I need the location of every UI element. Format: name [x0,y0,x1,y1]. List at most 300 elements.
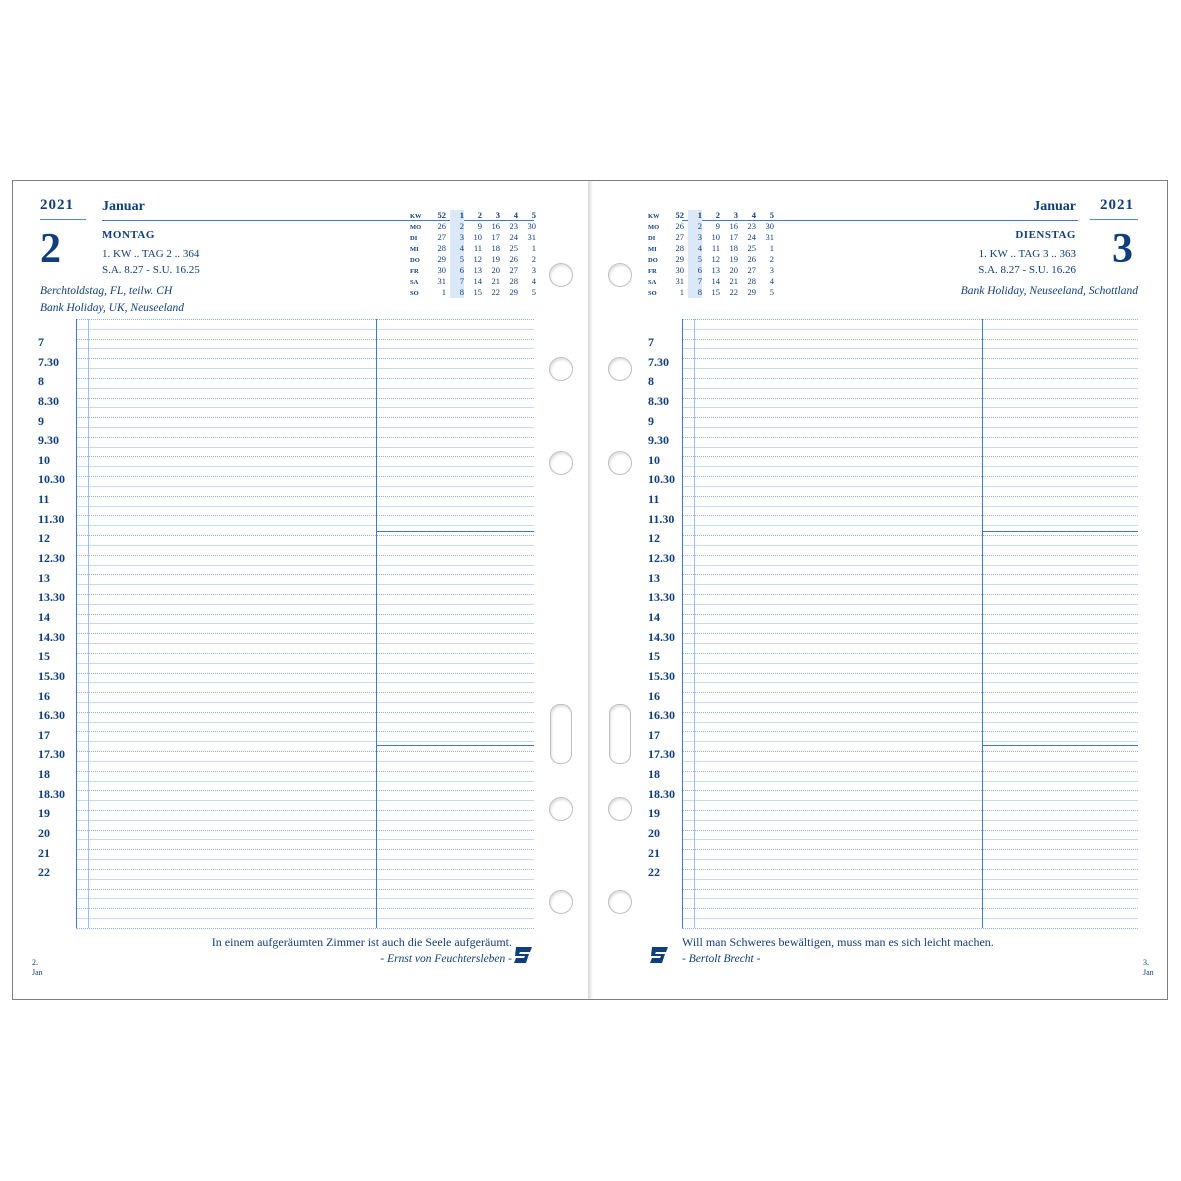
weekday-label: MI [410,246,419,253]
weekday-label: FR [410,268,419,275]
schedule-rule [76,908,534,909]
calendar-day: 14 [711,276,720,286]
calendar-day: 2 [531,254,536,264]
schedule-rule [682,437,1138,438]
schedule-rule [682,388,1138,389]
left-page [12,180,602,1000]
schedule-rule [682,447,1138,448]
schedule-rule [76,319,534,320]
calendar-day: 30 [437,265,446,275]
week-number: 1 [459,210,464,220]
time-label: 19 [38,806,50,821]
schedule-rule [76,525,534,526]
schedule-rule [76,358,534,359]
schedule-rule [76,407,534,408]
mini-calendar [410,210,534,300]
calendar-day: 16 [729,221,738,231]
schedule-rule [682,604,1138,605]
schedule-rule [682,555,1138,556]
time-label: 11 [38,492,50,507]
schedule-rule [76,820,534,821]
year: 2021 [40,197,74,213]
calendar-day: 28 [675,243,684,253]
calendar-day: 17 [729,232,738,242]
schedule-rule [76,653,534,654]
schedule-rule [682,368,1138,369]
schedule-rule [682,378,1138,379]
calendar-day: 22 [491,287,500,297]
schedule-rule [76,692,534,693]
calendar-day: 3 [697,232,702,242]
schedule-rule [76,849,534,850]
brand-logo-icon [648,945,670,965]
brand-logo-icon [512,945,534,965]
time-label: 8 [648,374,654,389]
binder-hole [608,357,632,381]
schedule-rule [682,722,1138,723]
schedule-rule [682,663,1138,664]
calendar-day: 23 [747,221,756,231]
calendar-day: 8 [459,287,464,297]
schedule-rule [76,682,534,683]
schedule-rule [682,545,1138,546]
calendar-day: 31 [437,276,446,286]
column-section-line [376,531,534,532]
schedule-rule [682,653,1138,654]
schedule-rule [682,879,1138,880]
calendar-day: 18 [729,243,738,253]
weekday-label: MO [410,224,422,231]
schedule-rule [76,535,534,536]
schedule-rule [682,849,1138,850]
calendar-day: 3 [769,265,774,275]
schedule-rule [76,722,534,723]
calendar-day: 15 [711,287,720,297]
day-number: 3 [1112,226,1133,272]
week-label: KW [410,213,422,220]
binder-hole [608,797,632,821]
time-label: 9.30 [648,433,669,448]
calendar-day: 17 [491,232,500,242]
calendar-day: 13 [711,265,720,275]
weekday-label: SA [410,279,419,286]
grid-margin-line [88,319,89,928]
calendar-day: 6 [697,265,702,275]
time-label: 18.30 [648,786,675,801]
calendar-day: 29 [675,254,684,264]
calendar-day: 2 [459,221,464,231]
calendar-day: 7 [459,276,464,286]
calendar-day: 13 [473,265,482,275]
schedule-rule [76,810,534,811]
time-label: 21 [38,845,50,860]
calendar-day: 27 [437,232,446,242]
time-label: 12.30 [648,551,675,566]
schedule-rule [682,329,1138,330]
time-label: 12.30 [38,551,65,566]
schedule-rule [76,378,534,379]
schedule-rule [682,751,1138,752]
time-label: 18.30 [38,786,65,801]
time-label: 16.30 [648,708,675,723]
time-label: 17.30 [38,747,65,762]
week-number: 5 [531,210,536,220]
quote-text: Will man Schweres bewältigen, muss man es sich leicht machen. [682,935,994,949]
time-label: 13.30 [38,590,65,605]
weekday-label: DI [648,235,656,242]
week-number: 3 [495,210,500,220]
schedule-rule [682,898,1138,899]
footer-month: Jan [1143,968,1154,977]
time-label: 11.30 [38,511,65,526]
time-label: 12 [648,531,660,546]
schedule-rule [76,879,534,880]
schedule-rule [682,771,1138,772]
schedule-rule [76,781,534,782]
time-label: 15 [648,649,660,664]
schedule-rule [682,702,1138,703]
schedule-rule [682,731,1138,732]
calendar-day: 19 [491,254,500,264]
schedule-rule [76,771,534,772]
schedule-rule [682,476,1138,477]
week-number: 4 [751,210,756,220]
grid-margin-line [694,319,695,928]
schedule-rule [682,761,1138,762]
calendar-day: 9 [715,221,720,231]
time-label: 18 [648,767,660,782]
weekday-label: DI [410,235,418,242]
schedule-rule [76,545,534,546]
schedule-rule [682,525,1138,526]
schedule-rule [682,584,1138,585]
schedule-rule [682,908,1138,909]
time-label: 8.30 [38,393,59,408]
schedule-rule [76,427,534,428]
schedule-rule [682,506,1138,507]
schedule-rule [76,604,534,605]
calendar-day: 2 [769,254,774,264]
schedule-rule [76,790,534,791]
calendar-day: 11 [711,243,720,253]
time-label: 8.30 [648,393,669,408]
calendar-day: 30 [675,265,684,275]
schedule-rule [76,889,534,890]
schedule-rule [76,565,534,566]
time-label: 7 [38,335,44,349]
calendar-day: 23 [509,221,518,231]
schedule-rule [682,427,1138,428]
schedule-rule [76,623,534,624]
footer-month: Jan [32,968,43,977]
calendar-day: 29 [437,254,446,264]
schedule-rule [76,643,534,644]
schedule-rule [76,329,534,330]
schedule-rule [76,869,534,870]
week-number: 1 [697,210,702,220]
schedule-rule [76,447,534,448]
schedule-rule [682,633,1138,634]
schedule-rule [76,839,534,840]
schedule-rule [76,859,534,860]
schedule-rule [682,515,1138,516]
schedule-rule [76,456,534,457]
calendar-day: 19 [729,254,738,264]
weekday-label: DO [410,257,420,264]
time-label: 10 [648,452,660,467]
schedule-rule [76,633,534,634]
schedule-rule [76,584,534,585]
week-info: 1. KW .. TAG 2 .. 364 [102,248,200,260]
week-number: 52 [437,210,446,220]
schedule-rule [682,889,1138,890]
weekday-label: SO [648,290,657,297]
calendar-day: 8 [697,287,702,297]
year-underline [1090,219,1138,220]
schedule-rule [76,800,534,801]
time-label: 10.30 [38,472,65,487]
column-section-line [376,745,534,746]
calendar-day: 9 [477,221,482,231]
schedule-rule [682,407,1138,408]
time-label: 10.30 [648,472,675,487]
time-label: 7.30 [38,354,59,369]
quote-author: - Bertolt Brecht - [682,953,761,965]
time-label: 14 [648,609,660,624]
schedule-rule [682,565,1138,566]
schedule-rule [682,741,1138,742]
day-number: 2 [40,226,61,272]
sun-info: S.A. 8.27 - S.U. 16.25 [102,264,200,276]
calendar-day: 10 [473,232,482,242]
calendar-day: 31 [527,232,536,242]
calendar-day: 28 [747,276,756,286]
schedule-rule [682,496,1138,497]
time-label: 14 [38,609,50,624]
calendar-day: 3 [459,232,464,242]
grid-column-divider [982,319,983,928]
calendar-day: 27 [509,265,518,275]
schedule-rule [682,810,1138,811]
schedule-rule [682,820,1138,821]
calendar-day: 1 [531,243,536,253]
weekday-label: FR [648,268,657,275]
calendar-day: 4 [531,276,536,286]
schedule-rule [76,574,534,575]
schedule-rule [76,928,534,929]
time-label: 9 [648,413,654,428]
footer-day: 3. [1143,958,1149,967]
calendar-day: 20 [729,265,738,275]
column-section-line [982,745,1138,746]
time-label: 9 [38,413,44,428]
time-label: 20 [648,826,660,840]
calendar-day: 12 [711,254,720,264]
schedule-rule [76,515,534,516]
schedule-rule [76,702,534,703]
quote-text: In einem aufgeräumten Zimmer ist auch die Seele aufgeräumt. [211,935,512,949]
schedule-rule [682,859,1138,860]
time-label: 19 [648,806,660,821]
calendar-day: 4 [769,276,774,286]
calendar-day: 30 [765,221,774,231]
schedule-rule [76,898,534,899]
calendar-day: 4 [697,243,702,253]
calendar-day: 6 [459,265,464,275]
holiday-line-1: Bank Holiday, Neuseeland, Schottland [960,285,1138,297]
calendar-day: 25 [509,243,518,253]
schedule-rule [682,790,1138,791]
schedule-rule [682,839,1138,840]
schedule-rule [682,466,1138,467]
time-label: 15.30 [38,668,65,683]
calendar-day: 26 [509,254,518,264]
time-label: 13 [38,570,50,585]
holiday-line-1: Berchtoldstag, FL, teilw. CH [40,285,173,297]
weekday-label: MI [648,246,657,253]
weekday-label: SO [410,290,419,297]
sun-info: S.A. 8.27 - S.U. 16.26 [978,264,1076,276]
schedule-rule [682,486,1138,487]
calendar-day: 25 [747,243,756,253]
weekday-label: DO [648,257,658,264]
schedule-rule [76,398,534,399]
calendar-day: 18 [491,243,500,253]
schedule-rule [76,830,534,831]
calendar-day: 21 [491,276,500,286]
schedule-rule [682,800,1138,801]
schedule-rule [76,673,534,674]
week-info: 1. KW .. TAG 3 .. 363 [978,248,1076,260]
schedule-rule [76,417,534,418]
schedule-rule [682,594,1138,595]
time-label: 16 [38,688,50,703]
calendar-day: 1 [441,287,446,297]
schedule-rule [682,830,1138,831]
time-label: 16.30 [38,708,65,723]
day-name: MONTAG [102,229,155,241]
calendar-day: 28 [509,276,518,286]
calendar-day: 27 [675,232,684,242]
calendar-day: 31 [765,232,774,242]
holiday-line-2: Bank Holiday, UK, Neuseeland [40,302,185,314]
schedule-rule [682,673,1138,674]
time-label: 15 [38,649,50,664]
schedule-rule [76,476,534,477]
time-label: 17 [648,727,660,742]
weekday-label: MO [648,224,660,231]
schedule-rule [682,643,1138,644]
right-page [590,180,1180,1000]
calendar-day: 5 [697,254,702,264]
time-label: 14.30 [648,629,675,644]
schedule-rule [682,417,1138,418]
schedule-rule [682,869,1138,870]
calendar-day: 16 [491,221,500,231]
calendar-day: 12 [473,254,482,264]
binder-hole [549,263,573,287]
time-label: 16 [648,688,660,703]
time-label: 12 [38,531,50,546]
schedule-rule [682,692,1138,693]
calendar-day: 31 [675,276,684,286]
month-name: Januar [1033,199,1076,214]
time-label: 8 [38,374,44,389]
calendar-day: 28 [437,243,446,253]
year-underline [40,219,86,220]
binder-hole [549,797,573,821]
schedule-rule [76,388,534,389]
time-label: 15.30 [648,668,675,683]
schedule-rule [76,731,534,732]
schedule-rule [682,319,1138,320]
month-name: Januar [102,199,145,214]
time-label: 22 [648,865,660,880]
grid-left-border [682,319,683,928]
quote-author: - Ernst von Feuchtersleben - [380,953,512,965]
calendar-day: 24 [747,232,756,242]
schedule-rule [682,574,1138,575]
calendar-day: 20 [491,265,500,275]
schedule-rule [682,456,1138,457]
calendar-day: 29 [747,287,756,297]
grid-left-border [76,319,77,928]
schedule-rule [682,781,1138,782]
grid-column-divider [376,319,377,928]
calendar-day: 21 [729,276,738,286]
week-label: KW [648,213,660,220]
schedule-rule [682,398,1138,399]
schedule-rule [76,918,534,919]
calendar-day: 26 [747,254,756,264]
calendar-day: 26 [675,221,684,231]
calendar-day: 26 [437,221,446,231]
calendar-day: 7 [697,276,702,286]
schedule-rule [76,594,534,595]
time-label: 7 [648,335,654,349]
schedule-rule [76,437,534,438]
calendar-day: 14 [473,276,482,286]
week-number: 5 [769,210,774,220]
time-label: 22 [38,865,50,880]
time-label: 18 [38,767,50,782]
schedule-rule [682,682,1138,683]
footer-day: 2. [32,958,38,967]
schedule-rule [76,614,534,615]
time-label: 14.30 [38,629,65,644]
calendar-day: 24 [509,232,518,242]
schedule-rule [76,555,534,556]
binder-hole [549,451,573,475]
binder-slot [609,704,631,764]
time-label: 7.30 [648,354,669,369]
calendar-day: 5 [531,287,536,297]
schedule-rule [76,761,534,762]
week-number: 4 [513,210,518,220]
mini-calendar [648,210,772,300]
week-number: 2 [477,210,482,220]
binder-hole [608,890,632,914]
schedule-rule [682,928,1138,929]
time-label: 20 [38,826,50,840]
binder-hole [549,357,573,381]
week-number: 52 [675,210,684,220]
binder-hole [549,890,573,914]
time-label: 10 [38,452,50,467]
schedule-rule [682,348,1138,349]
calendar-day: 3 [531,265,536,275]
schedule-rule [76,486,534,487]
